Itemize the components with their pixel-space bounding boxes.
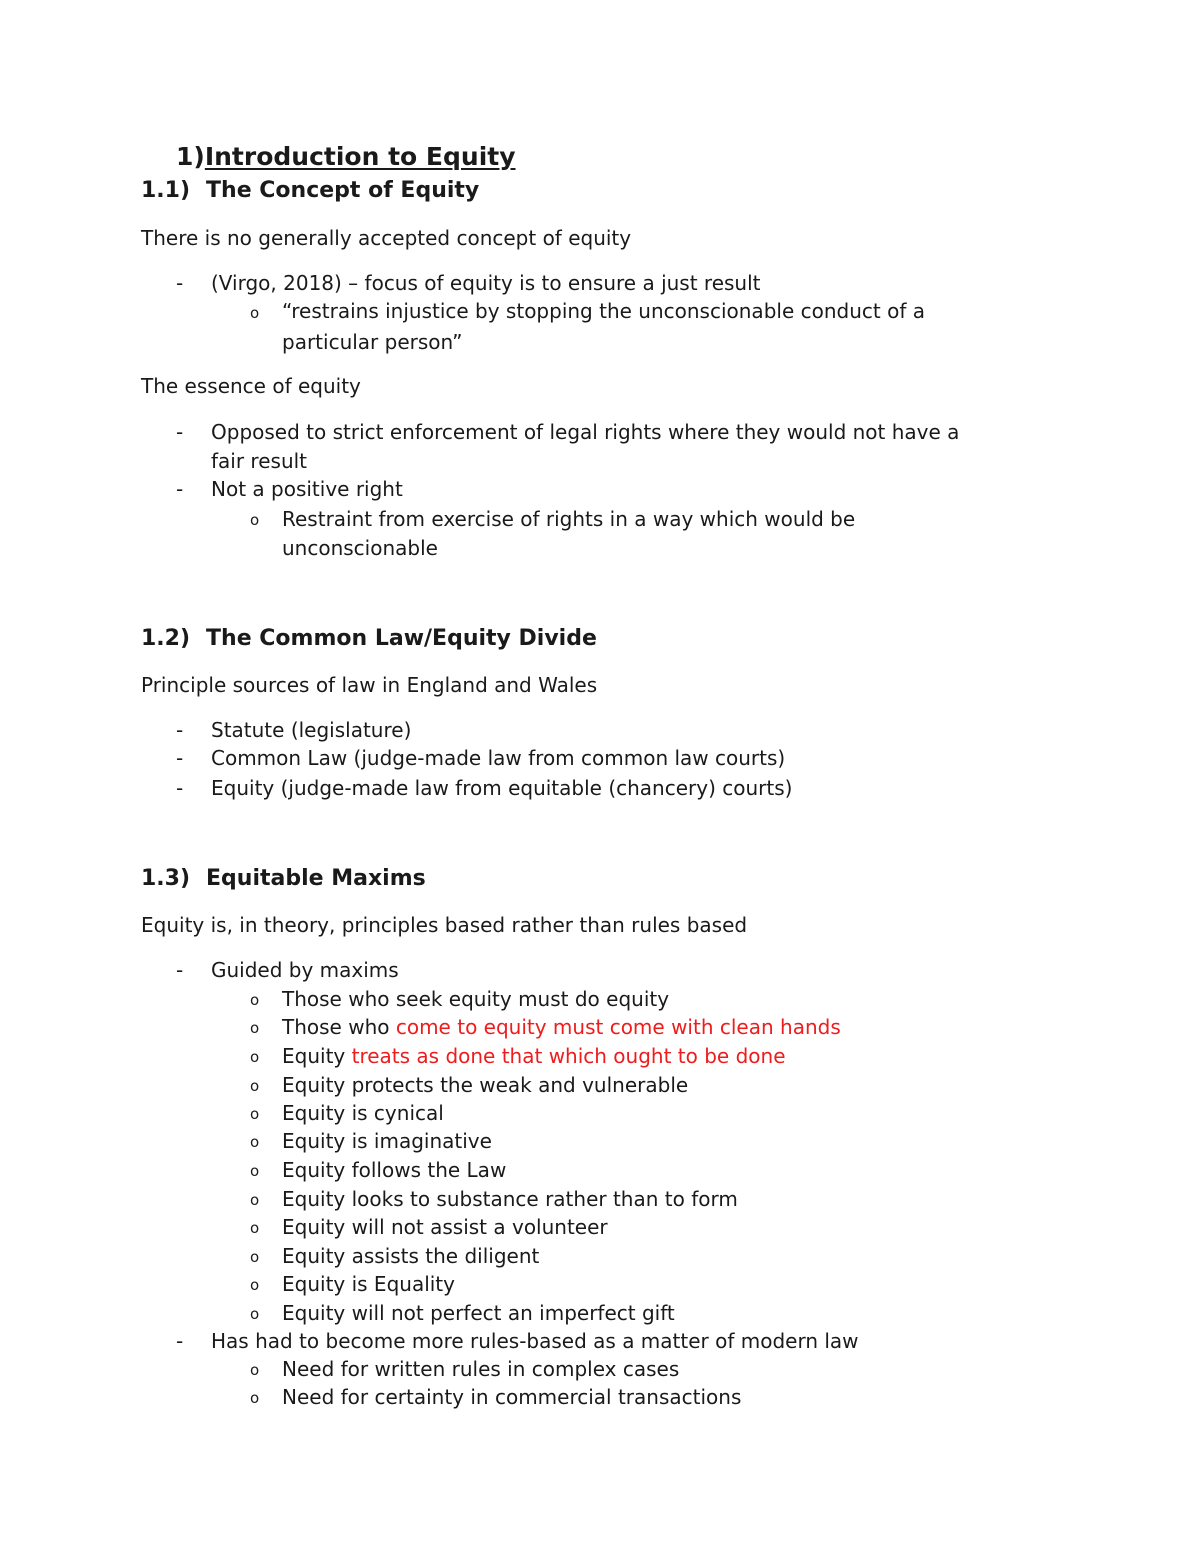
circle-bullet: o [250, 1305, 260, 1323]
maxim-text: Equity [282, 1044, 352, 1068]
circle-bullet: o [250, 1248, 260, 1266]
list-item: Opposed to strict enforcement of legal rights where they would not have a [211, 420, 960, 444]
circle-bullet: o [250, 304, 260, 322]
circle-bullet: o [250, 1389, 260, 1407]
dash-bullet: - [176, 746, 184, 770]
list-item: Need for certainty in commercial transactions [282, 1385, 742, 1409]
section-heading-1-1 [141, 178, 479, 203]
list-item: Statute (legislature) [211, 718, 412, 742]
highlighted-text: treats as done that which ought to be done [351, 1044, 786, 1068]
circle-bullet: o [250, 1019, 260, 1037]
list-item-continuation: particular person” [282, 330, 463, 354]
dash-bullet: - [176, 776, 184, 800]
dash-bullet: - [176, 420, 184, 444]
maxim-item: Equity assists the diligent [282, 1244, 540, 1268]
section-number: 1.2) [141, 626, 191, 651]
maxim-text: Those who [282, 1015, 396, 1039]
circle-bullet: o [250, 1361, 260, 1379]
maxim-item: Equity is imaginative [282, 1129, 492, 1153]
list-item: “restrains injustice by stopping the unconscionable conduct of a [282, 299, 925, 323]
maxim-item: Equity follows the Law [282, 1158, 507, 1182]
maxim-item [282, 1015, 841, 1039]
maxim-item: Equity will not perfect an imperfect gift [282, 1301, 675, 1325]
maxim-item [282, 1044, 786, 1068]
list-item-continuation: fair result [211, 449, 308, 473]
circle-bullet: o [250, 1133, 260, 1151]
dash-bullet: - [176, 718, 184, 742]
section-heading-1-2 [141, 626, 597, 651]
list-item: (Virgo, 2018) – focus of equity is to ensure a just result [211, 271, 761, 295]
circle-bullet: o [250, 991, 260, 1009]
circle-bullet: o [250, 1077, 260, 1095]
list-item: Need for written rules in complex cases [282, 1357, 680, 1381]
circle-bullet: o [250, 1219, 260, 1237]
circle-bullet: o [250, 511, 260, 529]
dash-bullet: - [176, 958, 184, 982]
list-item-continuation: unconscionable [282, 536, 438, 560]
circle-bullet: o [250, 1048, 260, 1066]
section-number: 1.3) [141, 866, 191, 891]
dash-bullet: - [176, 477, 184, 501]
maxim-item: Those who seek equity must do equity [282, 987, 670, 1011]
section-title: The Concept of Equity [206, 178, 480, 203]
circle-bullet: o [250, 1162, 260, 1180]
list-item: Not a positive right [211, 477, 403, 501]
paragraph: Equity is, in theory, principles based rather than rules based [141, 913, 748, 937]
dash-bullet: - [176, 1329, 184, 1353]
maxim-item: Equity protects the weak and vulnerable [282, 1073, 689, 1097]
circle-bullet: o [250, 1276, 260, 1294]
section-number: 1.1) [141, 178, 191, 203]
list-item: Has had to become more rules-based as a matter of modern law [211, 1329, 859, 1353]
circle-bullet: o [250, 1105, 260, 1123]
dash-bullet: - [176, 271, 184, 295]
section-title: Equitable Maxims [206, 866, 426, 891]
maxim-item: Equity will not assist a volunteer [282, 1215, 608, 1239]
paragraph: There is no generally accepted concept of equity [141, 226, 632, 250]
highlighted-text: come to equity must come with clean hands [395, 1015, 841, 1039]
list-item: Restraint from exercise of rights in a way which would be [282, 507, 856, 531]
list-item: Guided by maxims [211, 958, 399, 982]
maxim-item: Equity is Equality [282, 1272, 455, 1296]
main-heading [176, 142, 516, 171]
list-item: Equity (judge-made law from equitable (chancery) courts) [211, 776, 793, 800]
circle-bullet: o [250, 1191, 260, 1209]
list-item: Common Law (judge-made law from common law courts) [211, 746, 786, 770]
section-heading-1-3 [141, 866, 426, 891]
paragraph: Principle sources of law in England and Wales [141, 673, 598, 697]
section-title: The Common Law/Equity Divide [206, 626, 597, 651]
main-heading-title: Introduction to Equity [204, 142, 516, 171]
paragraph: The essence of equity [141, 374, 361, 398]
maxim-item: Equity looks to substance rather than to form [282, 1187, 738, 1211]
main-heading-number: 1) [176, 142, 205, 171]
maxim-item: Equity is cynical [282, 1101, 444, 1125]
